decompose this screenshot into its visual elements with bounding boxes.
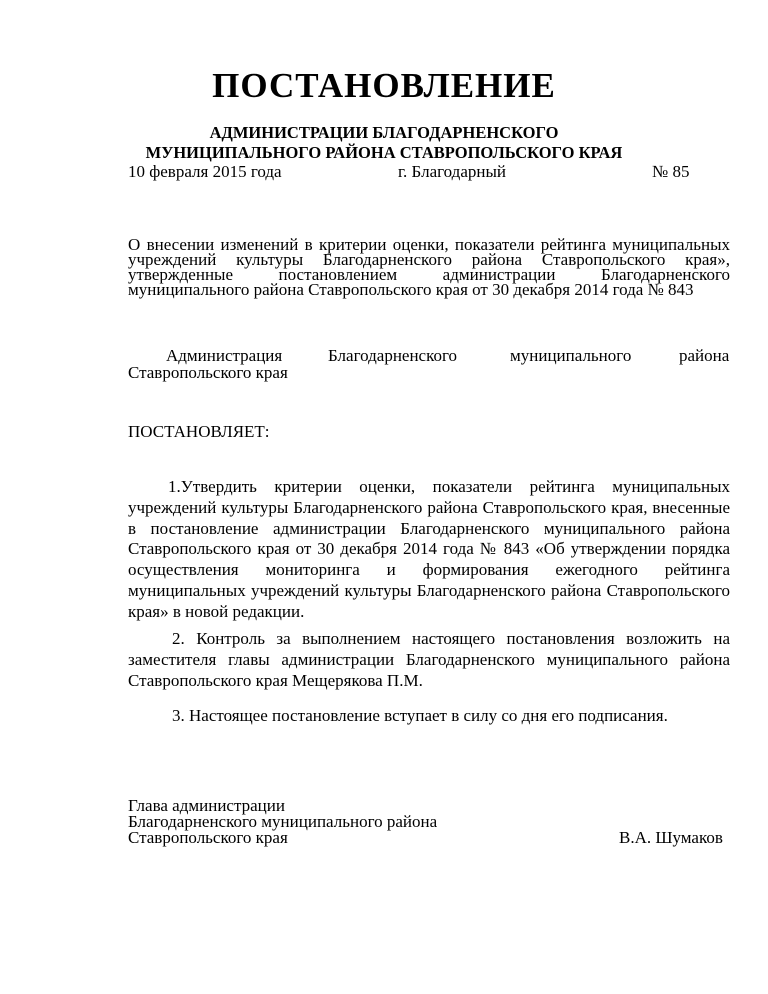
signature-line-1: Глава администрации bbox=[128, 796, 285, 815]
paragraph-2 bbox=[128, 629, 730, 691]
document-date: 10 февраля 2015 года bbox=[128, 162, 282, 181]
decree-word: ПОСТАНОВЛЯЕТ: bbox=[128, 422, 270, 441]
signature-line-2: Благодарненского муниципального района bbox=[128, 812, 438, 831]
preamble-word: Благодарненского bbox=[328, 346, 458, 365]
paragraph-1-text: 1.Утвердить критерии оценки, показатели рейтинга муниципальных учреждений культуры Благодарненского района Ставропольского края, внесенные в постановление администрации Благодарненского муниципального района Ставропольского края от 30 декабря 2014 года № 843 «Об утверждении порядка осуществления мониторинга и формирования ежегодного рейтинга муниципальных учреждений культуры Благодарненского района Ставропольского края» в новой редакции. bbox=[128, 477, 730, 621]
document-subject: О внесении изменений в критерии оценки, показатели рейтинга муниципальных учреждений культуры Благодарненского района Ставропольского края», утвержденные постановлением администрации Благодарненского муниципального района Ставропольского края от 30 декабря 2014 года № 843 bbox=[128, 235, 730, 299]
paragraph-3-text: 3. Настоящее постановление вступает в силу со дня его подписания. bbox=[172, 706, 668, 725]
signer-name: В.А. Шумаков bbox=[619, 828, 723, 847]
document-title: ПОСТАНОВЛЕНИЕ bbox=[212, 66, 556, 105]
document-city: г. Благодарный bbox=[398, 162, 506, 181]
issuer-line-1: АДМИНИСТРАЦИИ БЛАГОДАРНЕНСКОГО bbox=[209, 123, 559, 142]
signature-block bbox=[128, 798, 437, 846]
issuer-line-2: МУНИЦИПАЛЬНОГО РАЙОНА СТАВРОПОЛЬСКОГО КРАЯ bbox=[145, 143, 623, 162]
preamble-word: Администрация bbox=[166, 346, 283, 365]
preamble-word: муниципального bbox=[510, 346, 632, 365]
paragraph-3 bbox=[128, 706, 730, 727]
document-number: № 85 bbox=[652, 162, 690, 181]
signature-line-3: Ставропольского края bbox=[128, 828, 288, 847]
preamble-word: района bbox=[679, 346, 730, 365]
paragraph-1 bbox=[128, 477, 730, 623]
preamble-tail: Ставропольского края bbox=[128, 363, 288, 382]
paragraph-2-text: 2. Контроль за выполнением настоящего постановления возложить на заместителя главы администрации Благодарненского муниципального района Ставропольского края Мещерякова П.М. bbox=[128, 629, 730, 690]
